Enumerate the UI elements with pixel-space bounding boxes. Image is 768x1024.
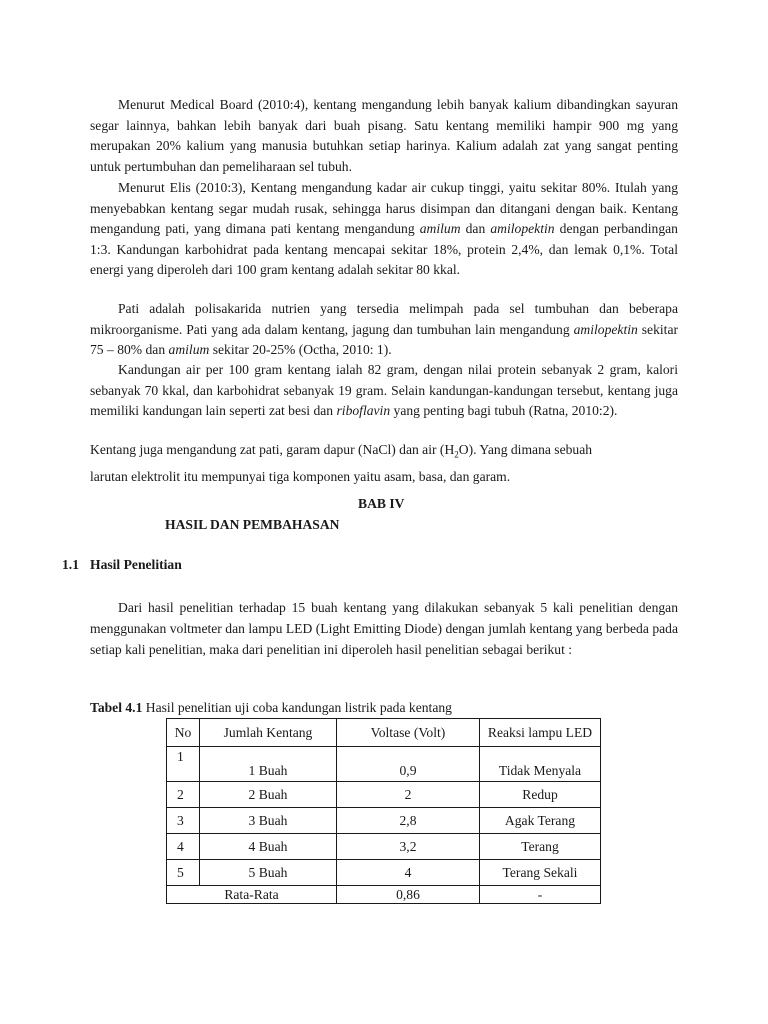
cell-jumlah: 1 Buah [200,747,337,782]
chapter-title: HASIL DAN PEMBAHASAN [165,517,340,532]
cell-voltase: 2 [337,782,480,808]
section-heading [62,557,182,573]
cell-reaksi: Redup [480,782,601,808]
header-reaksi-lampu: Reaksi lampu LED [480,719,601,747]
paragraph-medical-board: Menurut Medical Board (2010:4), kentang mengandung lebih banyak kalium dibandingkan sayuran segar lainnya, bahkan lebih banyak dari buah pisang. Satu kentang memiliki hampir 900 mg yang merupakan 20% kalium yang manusia butuhkan setiap harinya. Kalium adalah zat yang sangat penting untuk pertumbuhan dan pemeliharaan sel tubuh. [90,97,678,174]
results-table [166,718,601,904]
table-row [167,808,601,834]
table-caption-text: Hasil penelitian uji coba kandungan listrik pada kentang [142,700,452,715]
cell-reaksi: Terang [480,834,601,860]
cell-no: 1 [167,747,200,782]
average-reaksi: - [480,886,601,904]
paragraph-elektrolit: Kentang juga mengandung zat pati, garam dapur (NaCl) dan air $(H_2O)$. Yang dimana sebuah larutan elektrolit itu mempunyai tiga komponen yaitu asam, basa, dan garam. [90,442,593,484]
cell-voltase: 0,9 [337,747,480,782]
cell-voltase: 3,2 [337,834,480,860]
cell-jumlah: 3 Buah [200,808,337,834]
header-voltase: Voltase (Volt) [337,719,480,747]
paragraph-elis: Menurut Elis (2010:3), Kentang mengandung kadar air cukup tinggi, yaitu sekitar 80%. Itulah yang menyebabkan kentang segar mudah rusak, sehingga harus disimpan dan ditangani dengan baik. Kentang mengandung pati, yang dimana pati kentang mengandung amilum dan amilopektin dengan perbandingan 1:3. Kandungan karbohidrat pada kentang mencapai sekitar 18%, protein 2,4%, dan lemak 0,1%. Total energi yang diperoleh dari 100 gram kentang adalah sekitar 80 kkal. [90,180,678,278]
cell-no: 2 [167,782,200,808]
cell-jumlah: 5 Buah [200,860,337,886]
paragraph-hasil: Dari hasil penelitian terhadap 15 buah kentang yang dilakukan sebanyak 5 kali penelitian dengan menggunakan voltmeter dan lampu LED (Light Emitting Diode) dengan jumlah kentang yang berbeda pada setiap kali penelitian, maka dari penelitian ini diperoleh hasil penelitian sebagai berikut : [90,600,678,657]
cell-no: 4 [167,834,200,860]
paragraph-pati: Pati adalah polisakarida nutrien yang tersedia melimpah pada sel tumbuhan dan beberapa mikroorganisme. Pati yang ada dalam kentang, jagung dan tumbuhan lain mengandung amilopektin sekitar 75 – 80% dan amilum sekitar 20-25% (Octha, 2010: 1). [90,301,679,358]
table-row [167,834,601,860]
average-label: Rata-Rata [167,886,337,904]
table-row [167,782,601,808]
table-row [167,860,601,886]
cell-no: 5 [167,860,200,886]
section-number: 1.1 [62,557,79,572]
paragraph-kandungan-air: Kandungan air per 100 gram kentang ialah 82 gram, dengan nilai protein sebanyak 2 gram, kalori sebanyak 70 kkal, dan karbohidrat sebanyak 19 gram. Selain kandungan-kandungan tersebut, kentang juga memiliki kandungan lain seperti zat besi dan riboflavin yang penting bagi tubuh (Ratna, 2010:2). [90,362,678,419]
cell-voltase: 2,8 [337,808,480,834]
table-average-row [167,886,601,904]
table-row [167,747,601,782]
cell-reaksi: Terang Sekali [480,860,601,886]
table-header-row [167,719,601,747]
average-voltase: 0,86 [337,886,480,904]
cell-no: 3 [167,808,200,834]
cell-reaksi: Agak Terang [480,808,601,834]
header-jumlah-kentang: Jumlah Kentang [200,719,337,747]
cell-voltase: 4 [337,860,480,886]
cell-jumlah: 4 Buah [200,834,337,860]
header-no: No [167,719,200,747]
table-caption-label: Tabel 4.1 [90,700,143,715]
cell-reaksi: Tidak Menyala [480,747,601,782]
section-title: Hasil Penelitian [90,557,182,572]
cell-jumlah: 2 Buah [200,782,337,808]
table-caption [90,700,452,716]
chapter-heading: BAB IV [358,496,405,511]
